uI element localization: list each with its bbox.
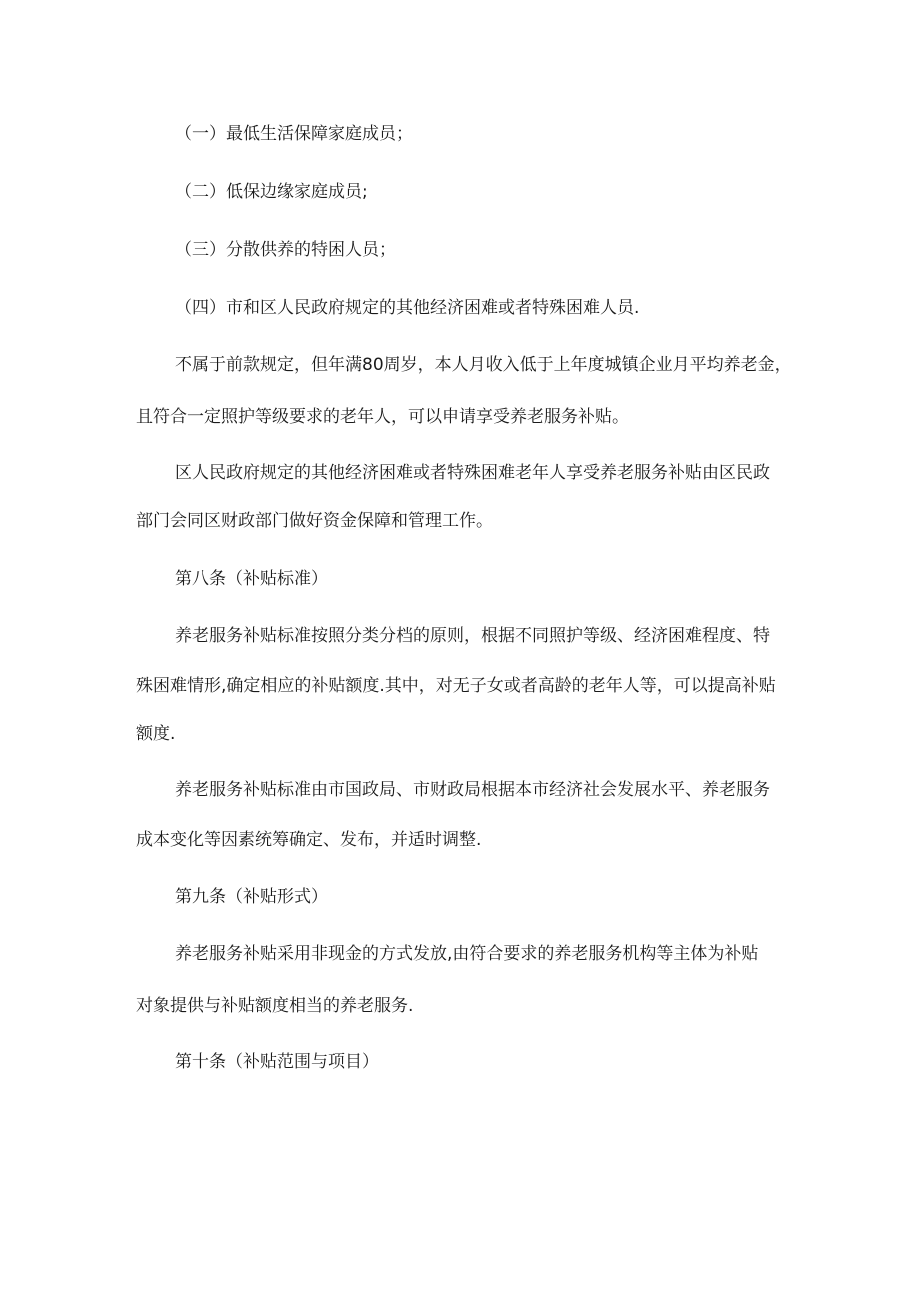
article-8-heading: 第八条（补贴标准） (175, 569, 328, 589)
paragraph-age-80-line-2: 且符合一定照护等级要求的老年人，可以申请享受养老服务补贴。 (136, 407, 629, 427)
list-item-2: （二）低保边缘家庭成员; (175, 182, 368, 202)
paragraph-adjust-line-2: 成本变化等因素统筹确定、发布，并适时调整. (136, 830, 482, 850)
list-item-4: （四）市和区人民政府规定的其他经济困难或者特殊困难人员. (175, 298, 640, 318)
paragraph-district-line-2: 部门会同区财政部门做好资金保障和管理工作。 (136, 511, 493, 531)
paragraph-standard-line-2: 殊困难情形,确定相应的补贴额度.其中，对无子女或者高龄的老年人等，可以提高补贴 (136, 676, 776, 696)
paragraph-form-line-2: 对象提供与补贴额度相当的养老服务. (136, 996, 414, 1016)
paragraph-standard-line-1: 养老服务补贴标准按照分类分档的原则，根据不同照护等级、经济困难程度、特 (175, 626, 770, 646)
paragraph-form-line-1: 养老服务补贴采用非现金的方式发放,由符合要求的养老服务机构等主体为补贴 (175, 944, 759, 964)
paragraph-age-80-line-1: 不属于前款规定，但年满80周岁，本人月收入低于上年度城镇企业月平均养老金， (175, 355, 792, 375)
paragraph-adjust-line-1: 养老服务补贴标准由市国政局、市财政局根据本市经济社会发展水平、养老服务 (175, 780, 770, 800)
list-item-3: （三）分散供养的特困人员； (175, 240, 396, 260)
paragraph-standard-line-3: 额度. (136, 724, 176, 744)
list-item-1: （一）最低生活保障家庭成员； (175, 124, 413, 144)
article-9-heading: 第九条（补贴形式） (175, 887, 328, 907)
article-10-heading: 第十条（补贴范围与项目） (175, 1052, 379, 1072)
paragraph-district-line-1: 区人民政府规定的其他经济困难或者特殊困难老年人享受养老服务补贴由区民政 (175, 463, 770, 483)
